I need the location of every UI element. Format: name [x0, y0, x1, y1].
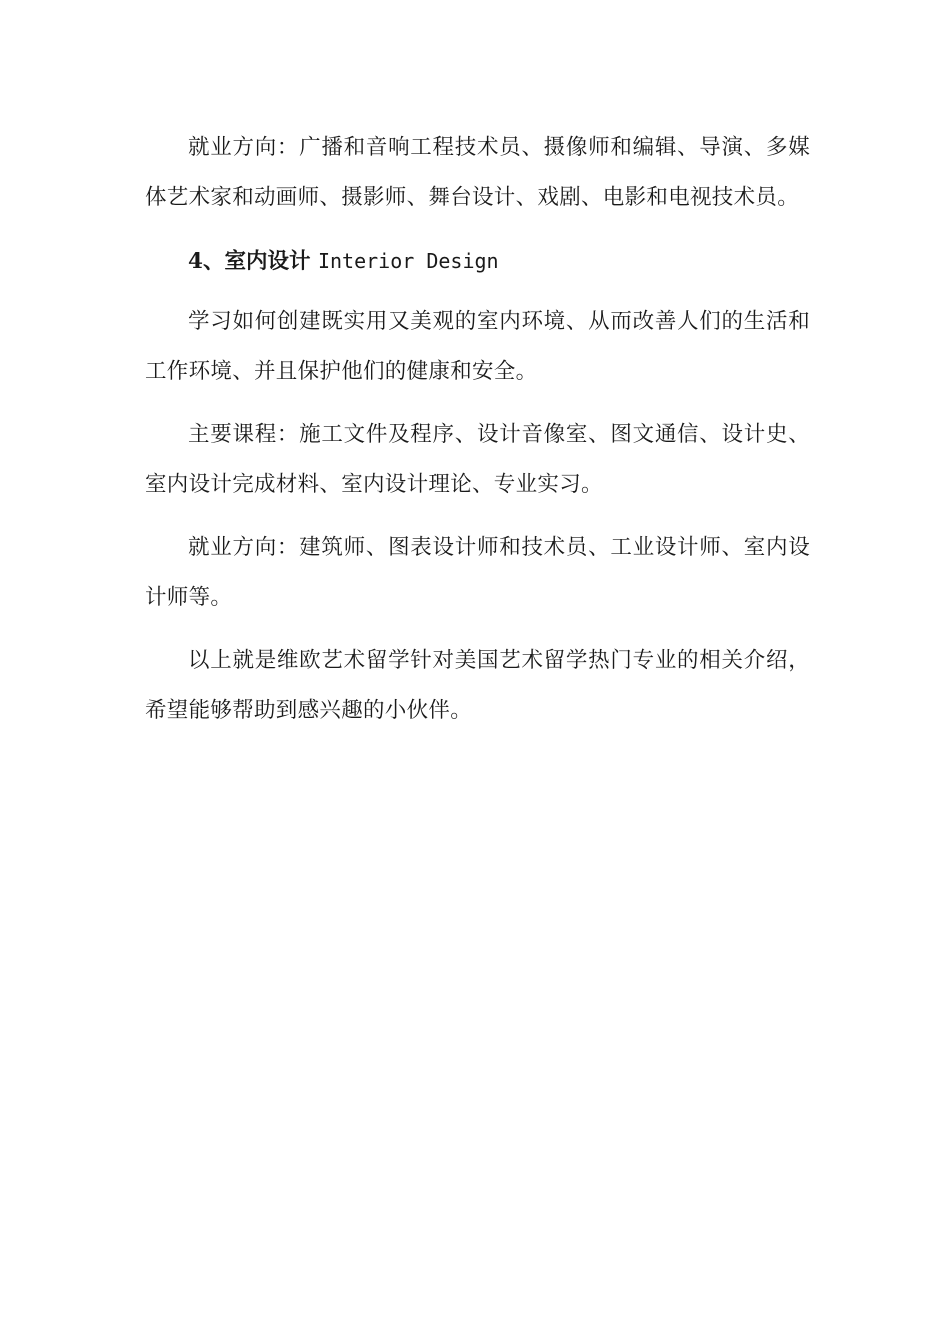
section-heading-en: Interior Design [317, 249, 499, 273]
conclusion-paragraph: 以上就是维欧艺术留学针对美国艺术留学热门专业的相关介绍，希望能够帮助到感兴趣的小伙伴。 [145, 648, 810, 723]
section-heading-cn: 4、室内设计 [188, 249, 311, 274]
employment-direction-media: 就业方向：广播和音响工程技术员、摄像师和编辑、导演、多媒体艺术家和动画师、摄影师、舞台设计、戏剧、电影和电视技术员。 [145, 135, 810, 210]
interior-design-employment: 就业方向：建筑师、图表设计师和技术员、工业设计师、室内设计师等。 [145, 535, 810, 610]
document-page [145, 123, 810, 749]
interior-design-courses: 主要课程：施工文件及程序、设计音像室、图文通信、设计史、室内设计完成材料、室内设计理论、专业实习。 [145, 422, 810, 497]
interior-design-intro: 学习如何创建既实用又美观的室内环境、从而改善人们的生活和工作环境、并且保护他们的健康和安全。 [145, 309, 810, 384]
section-heading-interior-design [145, 236, 810, 287]
